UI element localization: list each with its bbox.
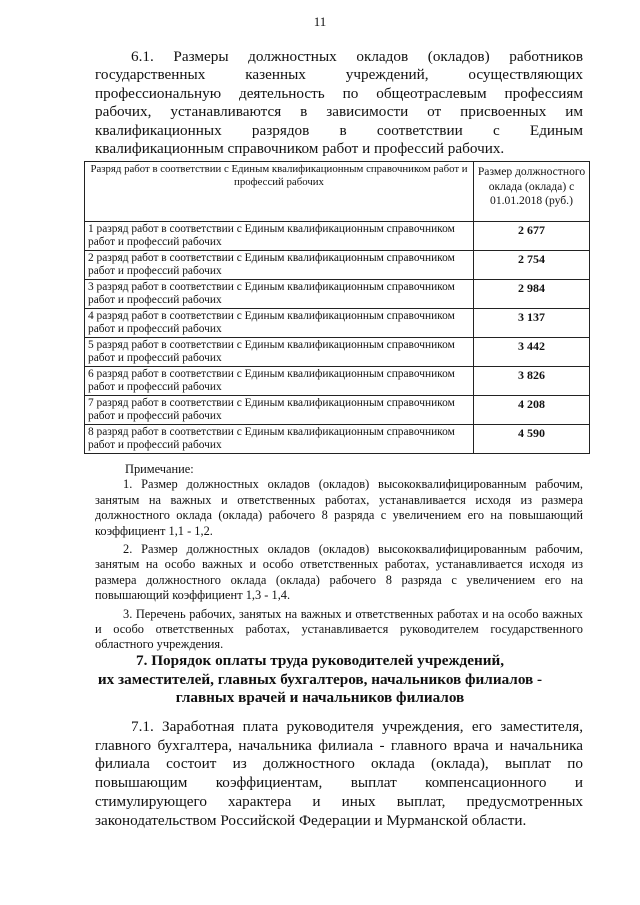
grade-cell: 3 разряд работ в соответствии с Единым квалификационным справочником работ и профессий рабочих: [85, 280, 474, 309]
table-row: [85, 251, 590, 280]
header-salary: Размер должностного оклада (оклада) с 01.01.2018 (руб.): [474, 162, 590, 222]
note-item-2: 2. Размер должностных окладов (окладов) высококвалифицированным рабочим, занятым на особо важных и особо ответственных работах, устанавливается исходя из размера должностного оклада (оклада) рабочего 8 разряда с увеличением его на повышающий коэффициент 1,3 - 1,4.: [95, 542, 583, 603]
notes-title: Примечание:: [125, 462, 194, 476]
grade-cell: 7 разряд работ в соответствии с Единым квалификационным справочником работ и профессий рабочих: [85, 396, 474, 425]
table-row: [85, 396, 590, 425]
table-header-row: [85, 162, 590, 222]
salary-cell: 3 826: [474, 367, 590, 396]
table-row: [85, 222, 590, 251]
table-row: [85, 367, 590, 396]
section-title-line-1: 7. Порядок оплаты труда руководителей учреждений,: [136, 652, 504, 669]
section-title-line-3: главных врачей и начальников филиалов: [175, 689, 465, 706]
header-grade: Разряд работ в соответствии с Единым квалификационным справочником работ и профессий рабочих: [85, 162, 474, 222]
section-title-line-2: их заместителей, главных бухгалтеров, начальников филиалов -: [97, 670, 543, 688]
intro-paragraph: 6.1. Размеры должностных окладов (окладов) работников государственных казенных учреждений, осуществляющих профессиональную деятельность по общеотраслевым профессиям рабочих, устанавливаются в зависимости от присвоенных им квалификационных разрядов в соответствии с Единым квалификационным справочником работ и профессий рабочих.: [95, 48, 583, 158]
grade-cell: 4 разряд работ в соответствии с Единым квалификационным справочником работ и профессий рабочих: [85, 309, 474, 338]
salary-cell: 3 442: [474, 338, 590, 367]
table-row: [85, 338, 590, 367]
salary-cell: 4 208: [474, 396, 590, 425]
grade-cell: 1 разряд работ в соответствии с Единым квалификационным справочником работ и профессий рабочих: [85, 222, 474, 251]
note-item-1: 1. Размер должностных окладов (окладов) высококвалифицированным рабочим, занятым на важных и ответственных работах, устанавливается исходя из размера должностного оклада (оклада) рабочего 8 разряда с увеличением его на повышающий коэффициент 1,1 - 1,2.: [95, 477, 583, 538]
salary-cell: 2 677: [474, 222, 590, 251]
salary-cell: 3 137: [474, 309, 590, 338]
table-row: [85, 425, 590, 454]
grade-cell: 5 разряд работ в соответствии с Единым квалификационным справочником работ и профессий рабочих: [85, 338, 474, 367]
note-item-3: 3. Перечень рабочих, занятых на важных и ответственных работах и на особо важных и особо ответственных работах, устанавливается руководителем государственного областного учреждения.: [95, 606, 583, 652]
table-row: [85, 309, 590, 338]
salary-table: [84, 161, 590, 454]
notes-block: [95, 462, 583, 656]
table-row: [85, 280, 590, 309]
salary-cell: 4 590: [474, 425, 590, 454]
grade-cell: 6 разряд работ в соответствии с Единым квалификационным справочником работ и профессий рабочих: [85, 367, 474, 396]
grade-cell: 8 разряд работ в соответствии с Единым квалификационным справочником работ и профессий рабочих: [85, 425, 474, 454]
section-title: [80, 652, 560, 708]
grade-cell: 2 разряд работ в соответствии с Единым квалификационным справочником работ и профессий рабочих: [85, 251, 474, 280]
salary-cell: 2 754: [474, 251, 590, 280]
page-number: 11: [313, 14, 327, 29]
salary-cell: 2 984: [474, 280, 590, 309]
section-paragraph: 7.1. Заработная плата руководителя учреждения, его заместителя, главного бухгалтера, начальника филиала - главного врача и начальника филиала состоит из должностного оклада (оклада), выплат по повышающим коэффициентам, выплат компенсационного и стимулирующего характера и иных выплат, предусмотренных законодательством Российской Федерации и Мурманской области.: [95, 718, 583, 829]
